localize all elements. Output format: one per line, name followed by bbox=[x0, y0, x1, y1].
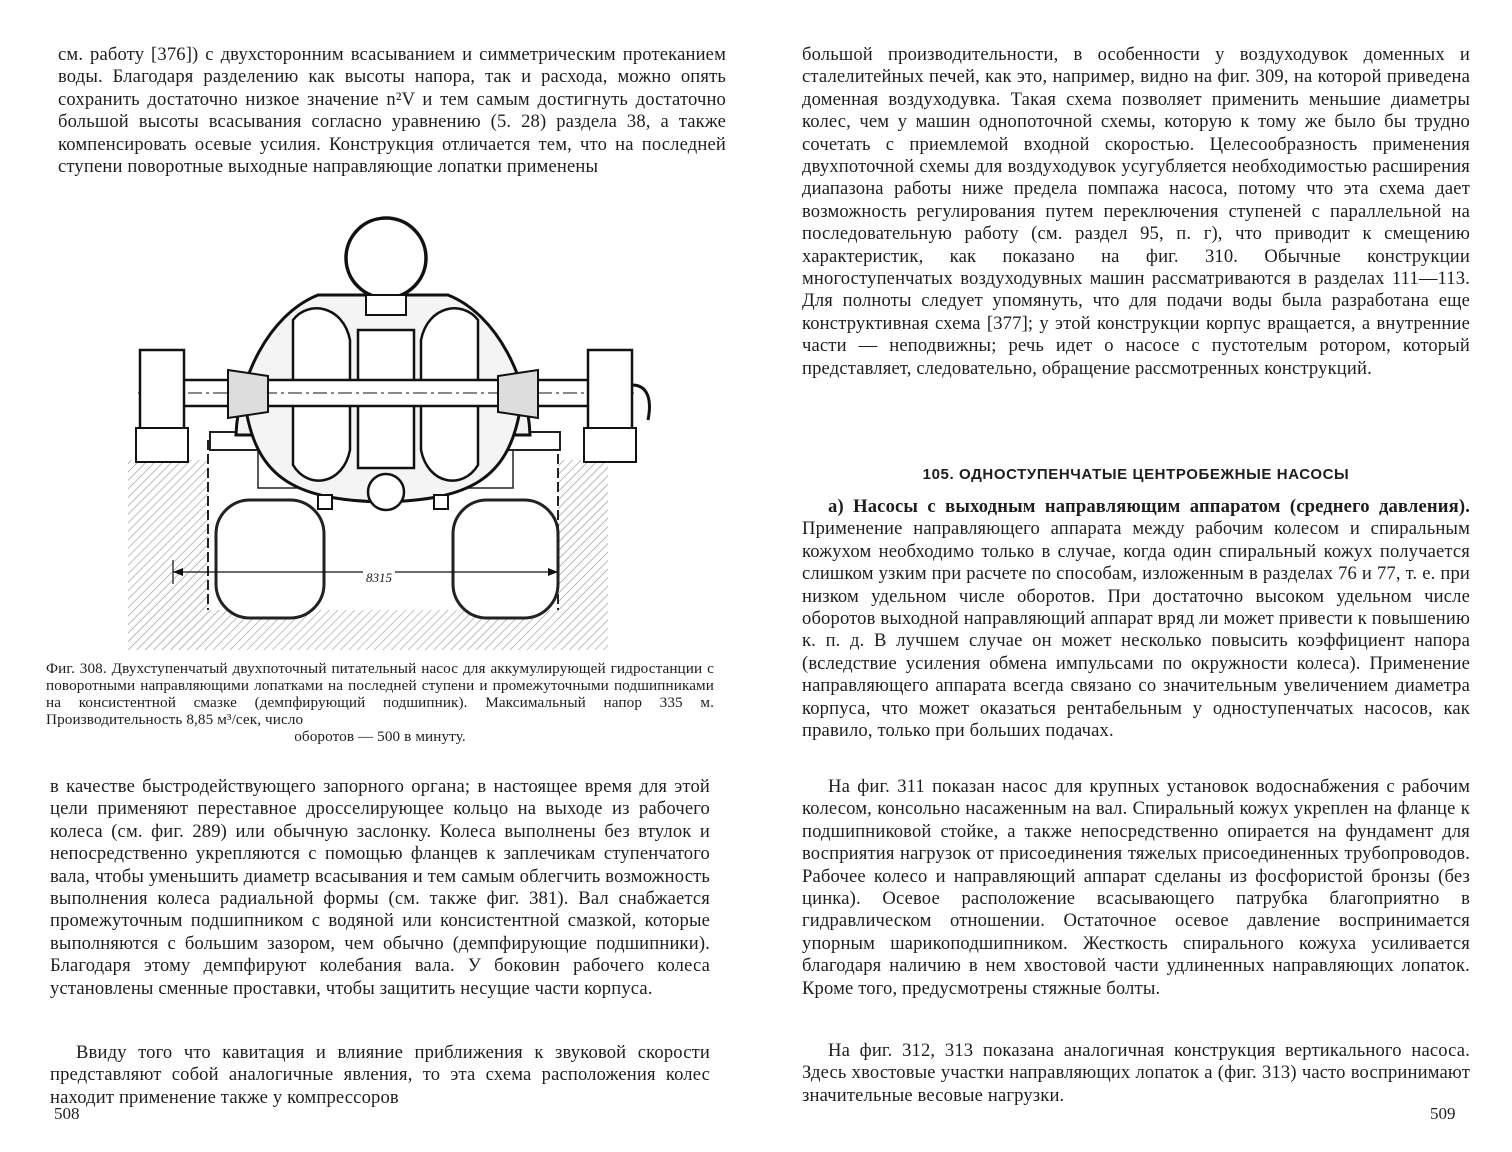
figure-308-caption bbox=[46, 660, 714, 745]
page-number-left: 508 bbox=[54, 1104, 80, 1123]
left-intro-paragraph: см. работу [376]) с двухсторонним всасыванием и симметрическим протеканием воды. Благодаря разделению как высоты напора, так и расхода, можно опять сохранить достаточно низкое значение n²V и тем самым достигнуть достаточно большой высоты всасывания согласно уравнению (5. 28) раздела 38, а также компенсировать осевые усилия. Конструкция отличается тем, что на последней ступени поворотные выходные направляющие лопатки применены bbox=[58, 44, 726, 178]
dimension-label: 8315 bbox=[363, 570, 395, 586]
subsection-heading: а) Насосы с выходным направляющим аппаратом (среднего давления). bbox=[828, 496, 1470, 517]
left-paragraph-1: в качестве быстродействующего запорного органа; в настоящее время для этой цели применяют переставное дросселирующее кольцо на выходе из рабочего колеса (см. фиг. 289) или обычную заслонку. Колеса выполнены без втулок и непосредственно укрепляются с помощью фланцев к заплечикам ступенчатого вала, чтобы уменьшить диаметр всасывания и тем самым облегчить возможность выполнения колеса радиальной формы (см. также фиг. 381). Вал снабжается промежуточным подшипником с водяной или консистентной смазкой, которые выполняются с большим зазором, чем обычно (демпфирующие подшипники). Благодаря этому демпфируют колебания вала. У боковин рабочего колеса установлены сменные проставки, чтобы защитить несущие части корпуса. bbox=[50, 776, 710, 999]
figure-308 bbox=[118, 210, 658, 650]
left-paragraph-2: Ввиду того что кавитация и влияние приближения к звуковой скорости представляют собой аналогичные явления, то эта схема расположения колес находит применение также у компрессоров bbox=[50, 1042, 710, 1108]
section-title: 105. ОДНОСТУПЕНЧАТЫЕ ЦЕНТРОБЕЖНЫЕ НАСОСЫ bbox=[922, 466, 1350, 483]
page-number-right: 509 bbox=[1430, 1104, 1456, 1123]
caption-text: Фиг. 308. Двухступенчатый двухпоточный питательный насос для аккумулирующей гидростанции с поворотными направляющими лопатками на последней ступени и промежуточными подшипниками на консистентной смазке (демпфирующий подшипник). Максимальный напор 335 м. Производительность 8,85 м³/сек, число bbox=[46, 660, 714, 728]
caption-last-line: оборотов — 500 в минуту. bbox=[294, 728, 466, 745]
right-paragraph-3: На фиг. 311 показан насос для крупных установок водоснабжения с рабочим колесом, консольно насаженным на вал. Спиральный кожух укреплен на фланце к подшипниковой стойке, а также непосредственно опирается на фундамент для восприятия нагрузок от присоединения тяжелых присоединенных трубопроводов. Рабочее колесо и направляющий аппарат сделаны из фосфористой бронзы (без цинка). Осевое расположение всасывающего патрубка благоприятно в гидравлическом отношении. Остаточное осевое давление воспринимается упорным шарикоподшипником. Жесткость спирального кожуха усиливается благодаря наличию в нем хвостовой части удлиненных направляющих лопаток. Кроме того, предусмотрены стяжные болты. bbox=[802, 776, 1470, 999]
right-page bbox=[756, 0, 1512, 1152]
right-paragraph-2 bbox=[802, 496, 1470, 742]
right-paragraph-4: На фиг. 312, 313 показана аналогичная конструкция вертикального насоса. Здесь хвостовые участки направляющих лопаток a (фиг. 313) часто воспринимают значительные весовые нагрузки. bbox=[802, 1040, 1470, 1106]
right-paragraph-2-body: Применение направляющего аппарата между рабочим колесом и спиральным кожухом необходимо только в случае, когда один спиральный кожух получается слишком узким при расчете по способам, изложенным в разделах 76 и 77, т. е. при низком удельном числе оборотов. При достаточно высоком удельном числе оборотов выходной направляющий аппарат вряд ли может привести к повышению к. п. д. В лучшем случае он может несколько повысить коэффициент напора (вследствие усиления обмена импульсами по окружности колеса). Применение направляющего аппарата всегда связано со значительным увеличением диаметра корпуса, что может оказаться рентабельным у одноступенчатых насосов, как правило, только при больших подачах. bbox=[802, 518, 1470, 742]
right-paragraph-1: большой производительности, в особенности у воздуходувок доменных и сталелитейных печей, как это, например, видно на фиг. 309, на которой приведена доменная воздуходувка. Такая схема позволяет применить меньшие диаметры колес, чем у машин однопоточной схемы, которую к тому же было бы трудно сочетать с приемлемой входной скоростью. Целесообразность применения двухпоточной схемы для воздуходувок усугубляется необходимостью расширения диапазона работы ниже предела помпажа насоса, потому что эта схема дает возможность регулирования путем переключения ступеней с параллельной на последовательную работу (см. раздел 95, п. г), что приводит к смещению характеристик, как показано на фиг. 310. Обычные конструкции многоступенчатых воздуходувных машин рассматриваются в разделах 111—113. Для полноты следует упомянуть, что для подачи воды была разработана еще конструктивная схема [377]; у этой конструкции корпус вращается, а внутренние части — неподвижны; речь идет о насосе с пустотелым ротором, который представляет, следовательно, обращение рассмотренных конструкций. bbox=[802, 44, 1470, 379]
